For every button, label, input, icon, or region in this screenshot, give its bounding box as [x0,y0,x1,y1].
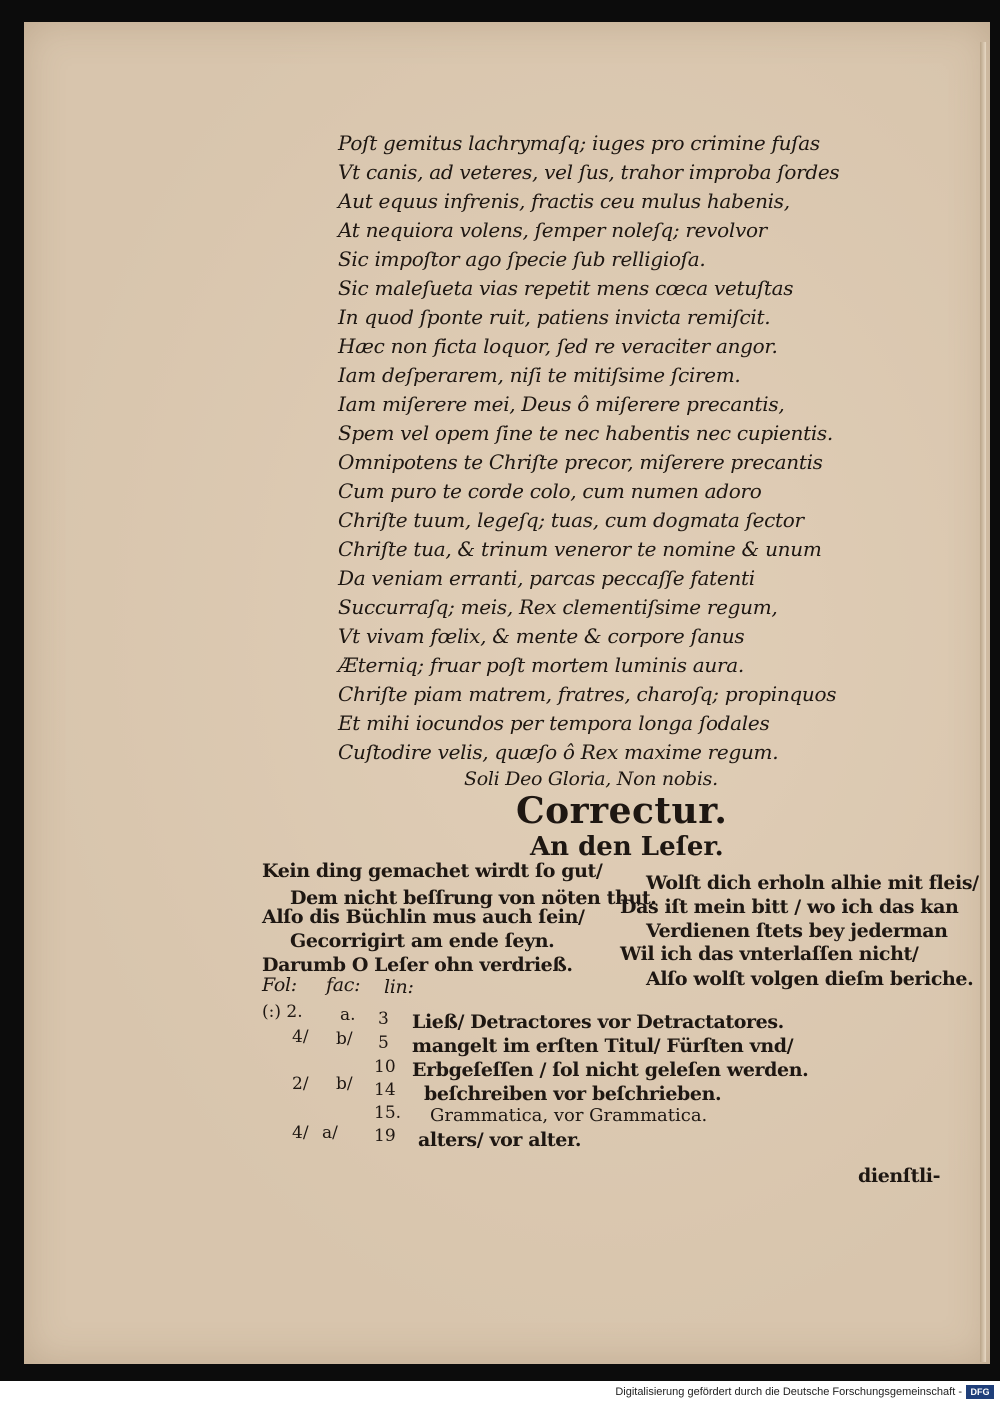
verse-line: Iam deſperarem, niſi te mitiſsime ſcirem. [338,363,741,387]
errata-text: beſchreiben vor beſchrieben. [424,1083,722,1105]
verse-line: Sic impoſtor ago ſpecie ſub relligioſa. [338,247,706,271]
errata-lin: 5 [378,1033,389,1053]
dfg-logo: DFG [966,1385,994,1399]
verse-line: Iam miſerere mei, Deus ô miſerere precantis, [338,392,785,416]
errata-header-fol: Fol: [262,974,297,996]
poem-line-left: Gecorrigirt am ende ſeyn. [290,930,555,952]
errata-fac: b/ [336,1029,353,1049]
verse-line: Chriſte piam matrem, fratres, charoſq; propinquos [338,682,837,706]
page-edge [980,42,986,1362]
poem-line-left: Dem nicht beſſrung von nöten thut. [290,887,657,909]
verse-line: Aut equus infrenis, fractis ceu mulus habenis, [338,189,790,213]
verse-line: Chriſte tuum, legeſq; tuas, cum dogmata ſector [338,508,804,532]
closing-line: Soli Deo Gloria, Non nobis. [464,768,718,790]
verse-line: In quod ſponte ruit, patiens invicta remiſcit. [338,305,771,329]
verse-line: Omnipotens te Chriſte precor, miſerere precantis [338,450,823,474]
errata-text: Grammatica, vor Grammatica. [430,1105,708,1126]
verse-line: Da veniam erranti, parcas peccaſſe fatenti [338,566,755,590]
verse-line: Vt vivam fœlix, & mente & corpore ſanus [338,624,745,648]
correctur-heading: Correctur. [516,790,728,832]
verse-line: Poſt gemitus lachrymaſq; iuges pro crimine fuſas [338,131,820,155]
errata-text: mangelt im erſten Titul/ Fürſten vnd/ [412,1035,794,1057]
verse-line: Cuſtodire velis, quæſo ô Rex maxime regum. [338,740,779,764]
verse-line: Succurraſq; meis, Rex clementiſsime regum, [338,595,778,619]
errata-lin: 3 [378,1009,389,1029]
book-page [24,22,990,1364]
errata-lin: 14 [374,1080,396,1100]
verse-line: Spem vel opem ſine te nec habentis nec cupientis. [338,421,833,445]
poem-line-right: Wolſt dich erholn alhie mit fleis/ [646,872,979,894]
leser-heading: An den Leſer. [530,832,724,862]
verse-line: Cum puro te corde colo, cum numen adoro [338,479,762,503]
poem-line-left: Darumb O Leſer ohn verdrieß. [262,954,573,976]
catchword: dienſtli- [858,1165,941,1187]
errata-fol: 4/ [292,1027,309,1047]
errata-text: Erbgeſeſſen / ſol nicht geleſen werden. [412,1059,809,1081]
errata-text: Ließ/ Detractores vor Detractatores. [412,1011,784,1033]
poem-line-left: Alſo dis Büchlin mus auch ſein/ [262,906,585,928]
errata-fol: (:) 2. [262,1002,303,1022]
poem-line-left: Kein ding gemachet wirdt ſo gut/ [262,860,603,882]
poem-line-right: Alſo wolſt volgen dieſm beriche. [646,968,974,990]
errata-fac: a. [340,1005,356,1025]
errata-lin: 15. [374,1103,402,1123]
verse-line: Hæc non ficta loquor, ſed re veraciter angor. [338,334,778,358]
poem-line-right: Wil ich das vnterlaſſen nicht/ [620,943,919,965]
verse-line: Vt canis, ad veteres, vel ſus, trahor improba ſordes [338,160,840,184]
errata-header-fac: fac: [326,974,361,996]
errata-lin: 19 [374,1126,396,1146]
poem-line-right: Das iſt mein bitt / wo ich das kan [620,896,959,918]
errata-text: alters/ vor alter. [418,1129,582,1151]
footer-credit: Digitalisierung gefördert durch die Deutsche Forschungsgemeinschaft - [615,1386,962,1398]
errata-fol: 4/ [292,1123,309,1143]
verse-line: Et mihi iocundos per tempora longa ſodales [338,711,770,735]
poem-line-right: Verdienen ſtets bey jederman [646,920,948,942]
footer-bar [0,1381,1000,1404]
errata-header-lin: lin: [384,976,414,998]
verse-line: Æterniq; fruar poſt mortem luminis aura. [338,653,744,677]
errata-fac: a/ [322,1123,338,1143]
verse-line: At nequiora volens, ſemper noleſq; revolvor [338,218,767,242]
verse-line: Chriſte tua, & trinum veneror te nomine & unum [338,537,822,561]
errata-fac: b/ [336,1074,353,1094]
verse-line: Sic maleſueta vias repetit mens cœca vetuſtas [338,276,794,300]
errata-fol: 2/ [292,1074,309,1094]
errata-lin: 10 [374,1057,396,1077]
